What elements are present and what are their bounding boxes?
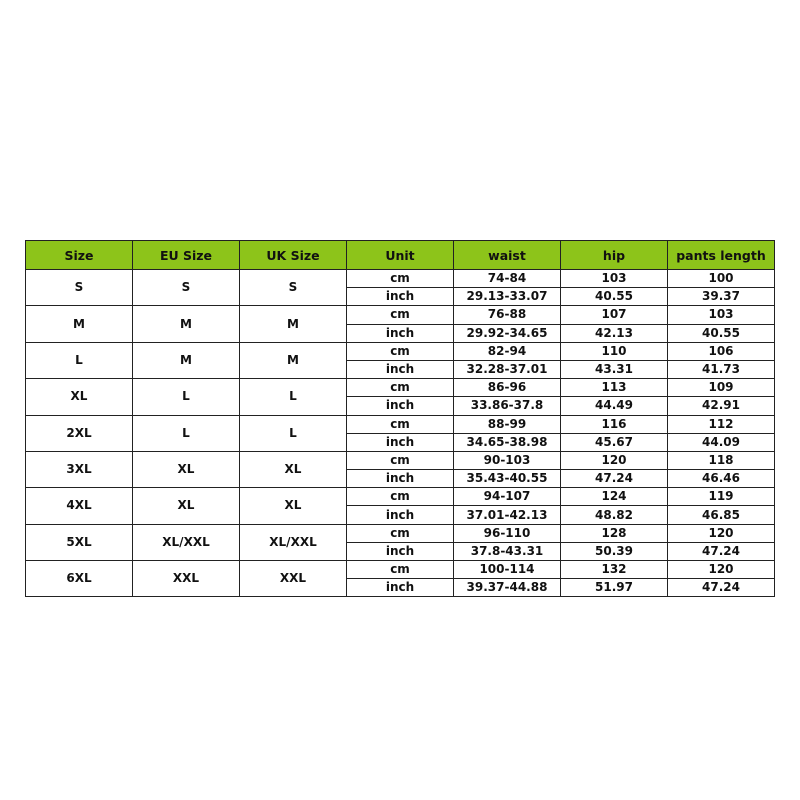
hip-cell: 40.55 (561, 288, 668, 306)
header-hip: hip (561, 241, 668, 270)
hip-cell: 48.82 (561, 506, 668, 524)
waist-cell: 88-99 (454, 415, 561, 433)
table-row (26, 306, 775, 324)
table-row (26, 561, 775, 579)
uk-size-cell: XL (240, 451, 347, 487)
pants-length-cell: 47.24 (668, 542, 775, 560)
pants-length-cell: 46.46 (668, 470, 775, 488)
size-cell: 2XL (26, 415, 133, 451)
hip-cell: 107 (561, 306, 668, 324)
unit-cell: cm (347, 415, 454, 433)
waist-cell: 90-103 (454, 451, 561, 469)
unit-cell: inch (347, 288, 454, 306)
unit-cell: cm (347, 270, 454, 288)
uk-size-cell: XL/XXL (240, 524, 347, 560)
eu-size-cell: L (133, 379, 240, 415)
size-cell: 5XL (26, 524, 133, 560)
unit-cell: inch (347, 579, 454, 597)
eu-size-cell: L (133, 415, 240, 451)
unit-cell: inch (347, 433, 454, 451)
unit-cell: cm (347, 306, 454, 324)
header-row (26, 241, 775, 270)
unit-cell: inch (347, 324, 454, 342)
pants-length-cell: 39.37 (668, 288, 775, 306)
uk-size-cell: M (240, 342, 347, 378)
header-eu-size: EU Size (133, 241, 240, 270)
unit-cell: cm (347, 451, 454, 469)
unit-cell: cm (347, 561, 454, 579)
unit-cell: inch (347, 506, 454, 524)
uk-size-cell: XXL (240, 561, 347, 597)
pants-length-cell: 109 (668, 379, 775, 397)
header-unit: Unit (347, 241, 454, 270)
waist-cell: 34.65-38.98 (454, 433, 561, 451)
unit-cell: inch (347, 360, 454, 378)
waist-cell: 37.01-42.13 (454, 506, 561, 524)
hip-cell: 50.39 (561, 542, 668, 560)
eu-size-cell: XL/XXL (133, 524, 240, 560)
unit-cell: cm (347, 488, 454, 506)
hip-cell: 44.49 (561, 397, 668, 415)
pants-length-cell: 112 (668, 415, 775, 433)
table-row (26, 270, 775, 288)
table-row (26, 342, 775, 360)
hip-cell: 47.24 (561, 470, 668, 488)
size-chart-body (26, 270, 775, 597)
waist-cell: 29.13-33.07 (454, 288, 561, 306)
hip-cell: 132 (561, 561, 668, 579)
hip-cell: 128 (561, 524, 668, 542)
table-row (26, 379, 775, 397)
hip-cell: 103 (561, 270, 668, 288)
waist-cell: 35.43-40.55 (454, 470, 561, 488)
hip-cell: 43.31 (561, 360, 668, 378)
waist-cell: 82-94 (454, 342, 561, 360)
size-chart-table (25, 240, 775, 597)
uk-size-cell: L (240, 415, 347, 451)
eu-size-cell: XL (133, 451, 240, 487)
table-row (26, 451, 775, 469)
unit-cell: cm (347, 342, 454, 360)
header-size: Size (26, 241, 133, 270)
size-cell: 3XL (26, 451, 133, 487)
hip-cell: 120 (561, 451, 668, 469)
uk-size-cell: L (240, 379, 347, 415)
hip-cell: 110 (561, 342, 668, 360)
pants-length-cell: 120 (668, 561, 775, 579)
hip-cell: 124 (561, 488, 668, 506)
size-cell: 4XL (26, 488, 133, 524)
size-cell: 6XL (26, 561, 133, 597)
hip-cell: 51.97 (561, 579, 668, 597)
waist-cell: 33.86-37.8 (454, 397, 561, 415)
waist-cell: 37.8-43.31 (454, 542, 561, 560)
pants-length-cell: 41.73 (668, 360, 775, 378)
size-cell: M (26, 306, 133, 342)
table-row (26, 488, 775, 506)
hip-cell: 42.13 (561, 324, 668, 342)
pants-length-cell: 100 (668, 270, 775, 288)
uk-size-cell: XL (240, 488, 347, 524)
pants-length-cell: 44.09 (668, 433, 775, 451)
unit-cell: inch (347, 470, 454, 488)
unit-cell: inch (347, 542, 454, 560)
table-row (26, 524, 775, 542)
pants-length-cell: 103 (668, 306, 775, 324)
pants-length-cell: 47.24 (668, 579, 775, 597)
waist-cell: 74-84 (454, 270, 561, 288)
header-uk-size: UK Size (240, 241, 347, 270)
eu-size-cell: M (133, 342, 240, 378)
waist-cell: 94-107 (454, 488, 561, 506)
pants-length-cell: 46.85 (668, 506, 775, 524)
waist-cell: 100-114 (454, 561, 561, 579)
hip-cell: 45.67 (561, 433, 668, 451)
pants-length-cell: 40.55 (668, 324, 775, 342)
pants-length-cell: 120 (668, 524, 775, 542)
waist-cell: 29.92-34.65 (454, 324, 561, 342)
header-pants-length: pants length (668, 241, 775, 270)
waist-cell: 32.28-37.01 (454, 360, 561, 378)
waist-cell: 96-110 (454, 524, 561, 542)
pants-length-cell: 106 (668, 342, 775, 360)
pants-length-cell: 42.91 (668, 397, 775, 415)
header-waist: waist (454, 241, 561, 270)
hip-cell: 113 (561, 379, 668, 397)
unit-cell: inch (347, 397, 454, 415)
eu-size-cell: M (133, 306, 240, 342)
eu-size-cell: XL (133, 488, 240, 524)
waist-cell: 39.37-44.88 (454, 579, 561, 597)
eu-size-cell: S (133, 270, 240, 306)
waist-cell: 76-88 (454, 306, 561, 324)
size-cell: S (26, 270, 133, 306)
size-cell: XL (26, 379, 133, 415)
pants-length-cell: 119 (668, 488, 775, 506)
eu-size-cell: XXL (133, 561, 240, 597)
hip-cell: 116 (561, 415, 668, 433)
uk-size-cell: S (240, 270, 347, 306)
uk-size-cell: M (240, 306, 347, 342)
pants-length-cell: 118 (668, 451, 775, 469)
unit-cell: cm (347, 379, 454, 397)
table-row (26, 415, 775, 433)
waist-cell: 86-96 (454, 379, 561, 397)
size-cell: L (26, 342, 133, 378)
unit-cell: cm (347, 524, 454, 542)
